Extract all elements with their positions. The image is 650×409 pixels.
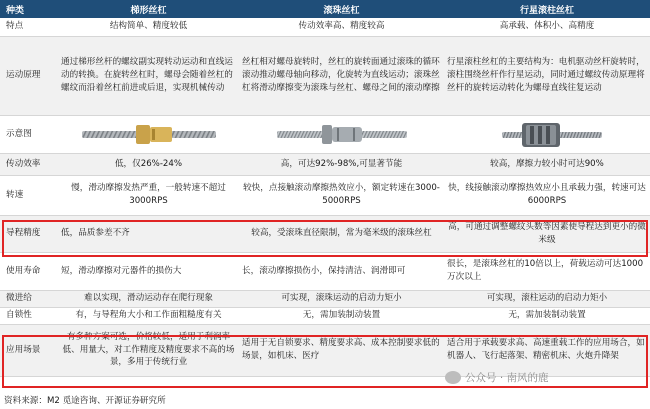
row-label: 导程精度 [0,215,58,252]
row-label: 使用寿命 [0,252,58,290]
cell-planetary: 较高，摩擦力较小时可达90% [444,153,650,175]
cell-trapezoidal-image [58,115,239,153]
header-trapezoidal-screw: 梯形丝杠 [58,0,239,18]
row-speed [0,175,650,215]
cell-ball: 高，可达92%-98%,可显著节能 [239,153,444,175]
row-diagram [0,115,650,153]
cell-planetary-image [444,115,650,153]
cell-ball: 较快，点接触滚动摩擦热效应小，额定转速在3000-5000RPS [239,175,444,215]
cell-ball: 较高，受滚珠直径限制，常为毫米级的滚珠丝杠 [239,215,444,252]
row-label: 自锁性 [0,307,58,324]
watermark-text: 公众号 · 南风的鹿 [465,372,549,384]
cell-planetary: 可实现，滚柱运动的启动力矩小 [444,290,650,307]
trapezoidal-screw-image [74,117,224,151]
cell-trapezoidal: 难以实现，滑动运动存在爬行现象 [58,290,239,307]
source-note: 资料来源：M2 觅途咨询、开源证券研究所 [4,396,166,406]
cell-trapezoidal: 结构简单、精度较低 [58,18,239,36]
cell-trapezoidal: 有多种方案可选，价格较低，适用于利润率低、用量大，对工作精度及精度要求不高的场景，多用于传统行业 [58,324,239,376]
cell-trapezoidal: 低，品质参差不齐 [58,215,239,252]
cell-trapezoidal: 低，仅26%-24% [58,153,239,175]
cell-planetary: 很长，是滚珠丝杠的10倍以上，荷载运动可达1000万次以上 [444,252,650,290]
cell-ball: 可实现，滚珠运动的启动力矩小 [239,290,444,307]
row-efficiency [0,153,650,175]
cell-planetary: 高，可通过调整螺纹头数等因素使导程达到更小的微米级 [444,215,650,252]
watermark [445,370,549,385]
row-label: 示意图 [0,115,58,153]
cell-trapezoidal: 有，与导程角大小和工作面粗糙度有关 [58,307,239,324]
cell-planetary: 行星滚柱丝杠的主要结构为：电机驱动丝杆旋转时，滚柱围绕丝杆作行星运动，同时通过螺纹传动原理将丝杆的旋转运动转化为螺母直线往复运动 [444,36,650,115]
row-features [0,18,650,36]
chat-bubble-icon [445,371,461,384]
header-ball-screw: 滚珠丝杠 [239,0,444,18]
cell-ball: 丝杠相对螺母旋转时，丝杠的旋转面通过滚珠的循环滚动推动螺母轴向移动，化旋转为直线运动；滚珠丝杠将滑动摩擦变为滚珠与丝杠、螺母之间的滚动摩擦 [239,36,444,115]
row-label: 传动效率 [0,153,58,175]
row-service-life [0,252,650,290]
cell-ball-image [239,115,444,153]
cell-trapezoidal: 短，滑动摩擦对元器件的损伤大 [58,252,239,290]
row-lead-accuracy [0,215,650,252]
cell-planetary: 适合用于承载要求高、高速重载工作的应用场合，如机器人、飞行起落架、精密机床、火炮升降架 [444,324,650,376]
row-applications [0,324,650,376]
cell-ball: 长，滚动摩擦损伤小，保持清洁、润滑即可 [239,252,444,290]
row-label: 应用场景 [0,324,58,376]
header-planetary-roller-screw: 行星滚柱丝杠 [444,0,650,18]
row-label: 微进给 [0,290,58,307]
row-label: 特点 [0,18,58,36]
row-label: 转速 [0,175,58,215]
ball-screw-image [267,117,417,151]
row-label: 运动原理 [0,36,58,115]
cell-planetary: 无，需加装制动装置 [444,307,650,324]
cell-ball: 适用于无自锁要求、精度要求高、成本控制要求低的场景，如机床、医疗 [239,324,444,376]
planetary-roller-screw-image [472,117,622,151]
row-micro-feed [0,290,650,307]
cell-trapezoidal: 通过梯形丝杆的螺纹副实现转动运动和直线运动的转换。在旋转丝杠时，螺母会随着丝杠的螺纹而沿着丝杠前进或后退，实现机械传动 [58,36,239,115]
header-row [0,0,650,18]
cell-trapezoidal: 慢，滑动摩擦发热严重，一般转速不超过3000RPS [58,175,239,215]
row-self-locking [0,307,650,324]
cell-planetary: 高承载、体积小、高精度 [444,18,650,36]
header-category: 种类 [0,0,58,18]
cell-ball: 传动效率高、精度较高 [239,18,444,36]
cell-ball: 无，需加装制动装置 [239,307,444,324]
cell-planetary: 快，线接触滚动摩擦热效应小且承载力强，转速可达6000RPS [444,175,650,215]
row-principle [0,36,650,115]
